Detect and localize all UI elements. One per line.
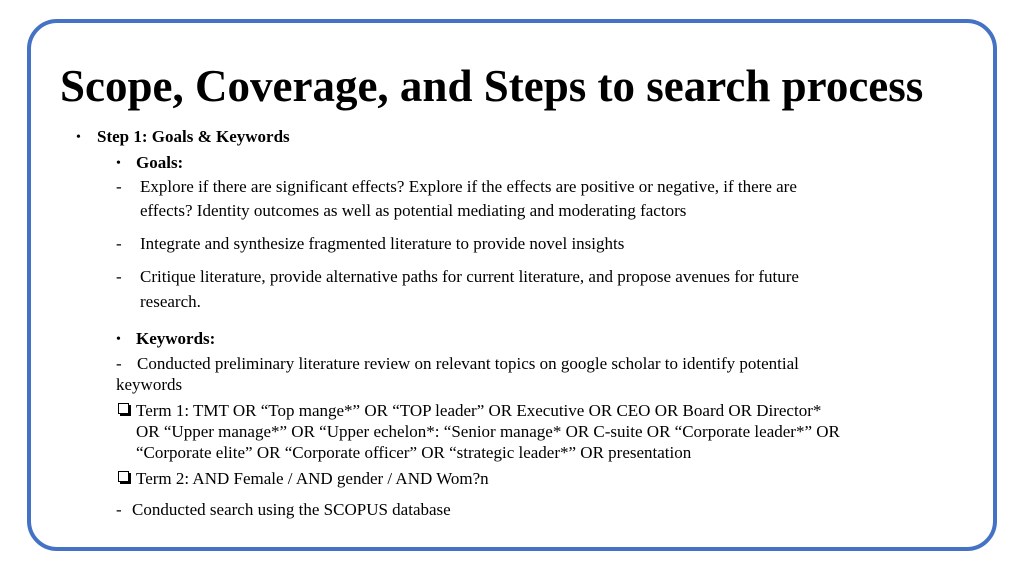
bullet-icon: • bbox=[76, 130, 81, 145]
dash-marker: - bbox=[116, 267, 122, 286]
term1-line2: OR “Upper manage*” OR “Upper echelon*: “Senior manage* OR C-suite OR “Corporate leader*” OR bbox=[136, 422, 840, 441]
checkbox-icon bbox=[118, 471, 129, 482]
goal-item-1-line1: Explore if there are significant effects? Explore if the effects are positive or negative, if there are bbox=[140, 177, 797, 196]
term1-line1: Term 1: TMT OR “Top mange*” OR “TOP leader” OR Executive OR CEO OR Board OR Director* bbox=[136, 401, 822, 420]
search-line: Conducted search using the SCOPUS database bbox=[132, 500, 451, 519]
dash-marker: - bbox=[116, 354, 122, 373]
goal-item-1-line2: effects? Identity outcomes as well as potential mediating and moderating factors bbox=[140, 201, 687, 220]
keywords-review-line1: Conducted preliminary literature review on relevant topics on google scholar to identify potential bbox=[137, 354, 799, 373]
goal-item-2-line1: Integrate and synthesize fragmented literature to provide novel insights bbox=[140, 234, 625, 253]
dash-marker: - bbox=[116, 234, 122, 253]
keywords-heading: Keywords: bbox=[136, 329, 216, 348]
dash-marker: - bbox=[116, 177, 122, 196]
goal-item-3-line1: Critique literature, provide alternative paths for current literature, and propose avenues for future bbox=[140, 267, 799, 286]
dash-marker: - bbox=[116, 500, 122, 519]
slide-title: Scope, Coverage, and Steps to search process bbox=[60, 61, 924, 111]
bullet-icon: • bbox=[116, 156, 121, 171]
bullet-icon: • bbox=[116, 332, 121, 347]
term2-line: Term 2: AND Female / AND gender / AND Wom?n bbox=[136, 469, 489, 488]
step1-heading: Step 1: Goals & Keywords bbox=[97, 127, 290, 146]
checkbox-icon bbox=[118, 403, 129, 414]
goals-heading: Goals: bbox=[136, 153, 184, 172]
keywords-review-line2: keywords bbox=[116, 375, 183, 394]
term1-line3: “Corporate elite” OR “Corporate officer” OR “strategic leader*” OR presentation bbox=[136, 443, 692, 462]
goal-item-3-line2: research. bbox=[140, 292, 201, 311]
